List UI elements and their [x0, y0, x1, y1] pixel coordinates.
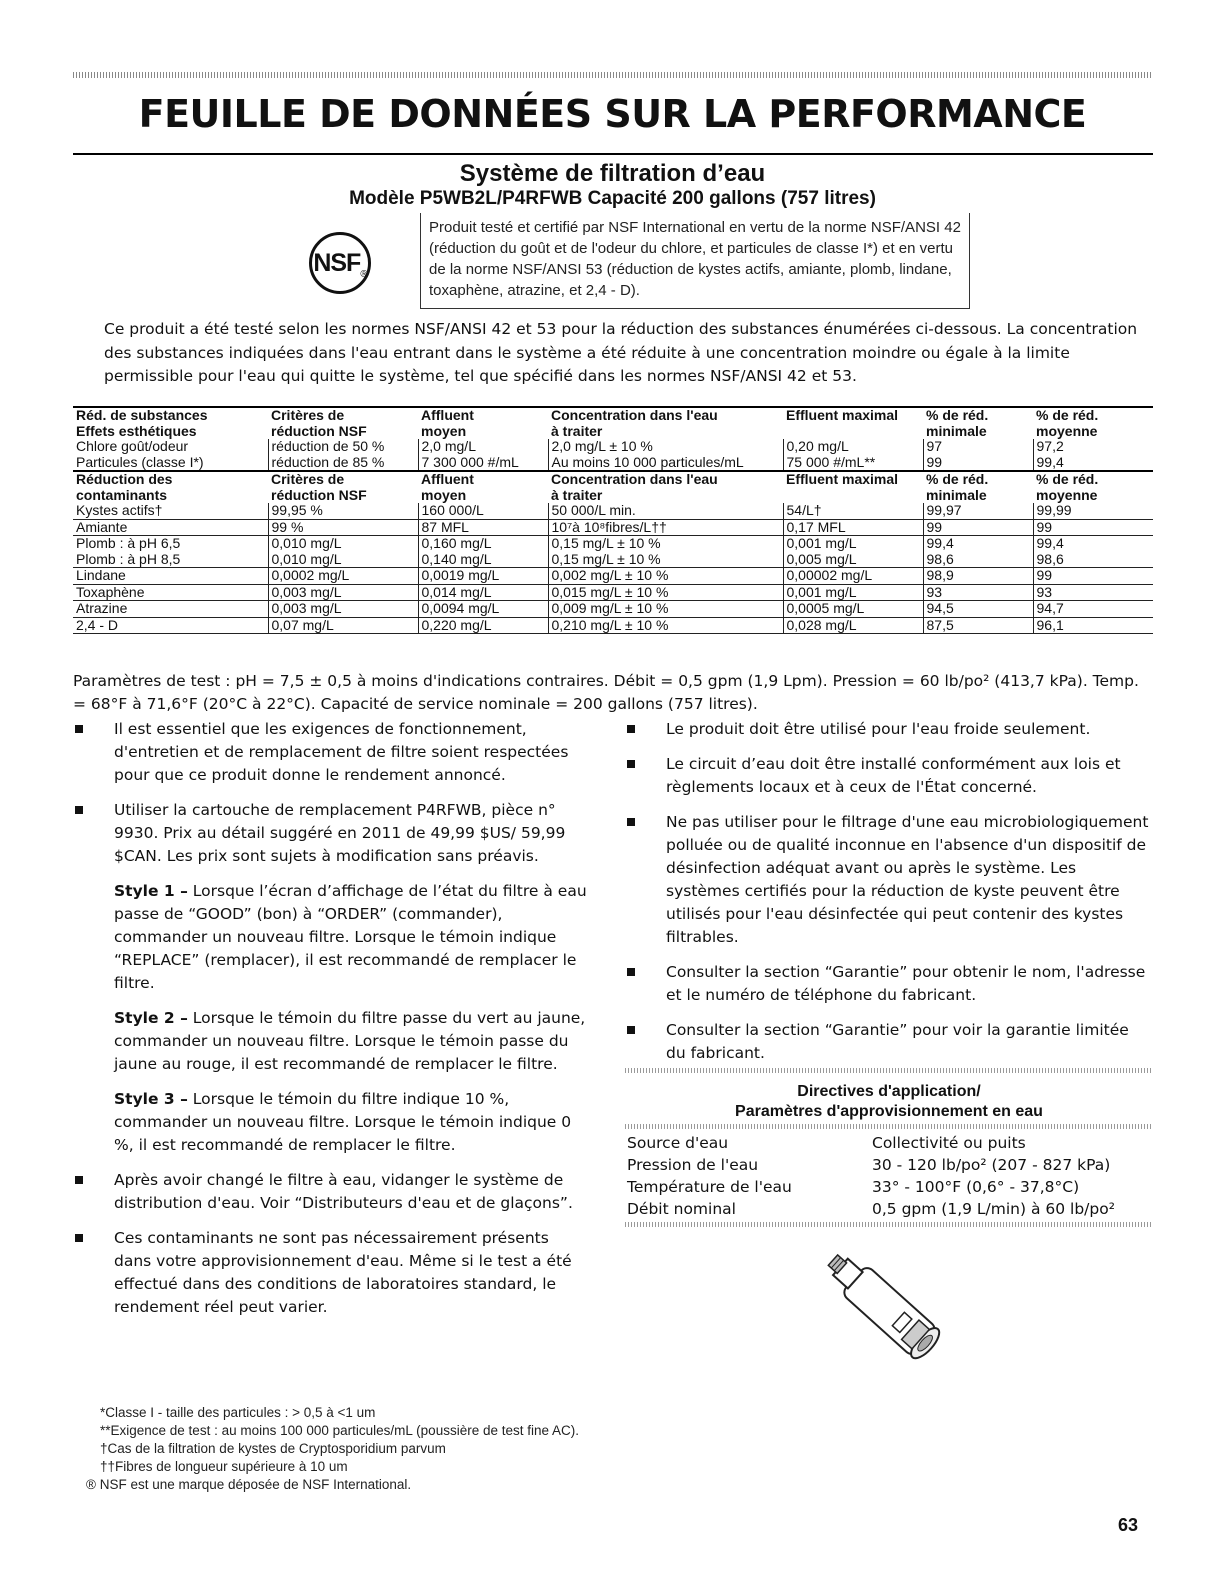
table-cell: % de réd. minimale: [926, 471, 989, 503]
table-cell: 2,0 mg/L ± 10 % Au moins 10 000 particules/mL: [548, 439, 783, 471]
directives-top-band: [625, 1068, 1153, 1073]
table-cell: 0,028 mg/L: [783, 617, 923, 634]
directives-mid-band: [625, 1124, 1153, 1129]
table-cell: 97,2 99,4: [1033, 439, 1153, 471]
table-cell: Toxaphène: [73, 584, 268, 601]
table-cell: Kystes actifs†: [73, 503, 268, 519]
table-cell: 0,015 mg/L ± 10 %: [548, 584, 783, 601]
nsf-logo-icon: $NSF_®$: [309, 232, 371, 294]
list-item: Le circuit d’eau doit être installé conformément aux lois et règlements locaux et à ceux de l'État concerné.: [625, 753, 1153, 799]
table-cell: 87,5: [923, 617, 1033, 634]
table-cell: 0,160 mg/L 0,140 mg/L: [418, 536, 548, 568]
table-cell: 0,220 mg/L: [418, 617, 548, 634]
table-cell: 87 MFL: [418, 519, 548, 536]
table-cell: Plomb : à pH 6,5 Plomb : à pH 8,5: [73, 536, 268, 568]
list-item: Consulter la section “Garantie” pour voir la garantie limitée du fabricant.: [625, 1019, 1153, 1065]
table-cell: 0,001 mg/L 0,005 mg/L: [783, 536, 923, 568]
table-cell: % de réd. moyenne: [1036, 407, 1099, 439]
list-item: Consulter la section “Garantie” pour obtenir le nom, l'adresse et le numéro de téléphone du fabricant.: [625, 961, 1153, 1007]
table-cell: 99: [923, 519, 1033, 536]
table-cell: 2,4 - D: [73, 617, 268, 634]
footnote: ® NSF est une marque déposée de NSF International.: [86, 1477, 412, 1492]
table-cell: 99,4 98,6: [1033, 536, 1153, 568]
table-cell: 2,0 mg/L 7 300 000 #/mL: [418, 439, 548, 471]
table-cell: 50 000/L min.: [548, 503, 783, 519]
table-cell: 93: [1033, 584, 1153, 601]
table-cell: Pression de l'eau: [627, 1156, 759, 1174]
table-row: [73, 601, 1153, 618]
table-cell: Effluent maximal: [786, 471, 899, 487]
table-row: [73, 503, 1153, 519]
table-cell: 0,009 mg/L ± 10 %: [548, 601, 783, 618]
table-cell: 99,95 %: [268, 503, 418, 519]
table-cell: Atrazine: [73, 601, 268, 618]
directives-title: Directives d'application/ Paramètres d'approvisionnement en eau: [735, 1083, 1043, 1120]
title-rule: [73, 153, 1153, 155]
table-cell: 10⁷à 10⁸fibres/L††: [548, 519, 783, 536]
table-cell: 30 - 120 lb/po² (207 - 827 kPa): [872, 1156, 1111, 1174]
table-row: [73, 617, 1153, 634]
table-cell: 0,20 mg/L 75 000 #/mL**: [783, 439, 923, 471]
table-row: [73, 439, 1153, 471]
right-column: [625, 718, 1153, 1065]
table-row: [73, 519, 1153, 536]
table-row: [625, 1198, 1153, 1220]
table-row: [73, 584, 1153, 601]
table-cell: 94,5: [923, 601, 1033, 618]
table-row: [73, 536, 1153, 568]
directives-bottom-band: [625, 1222, 1153, 1227]
table-cell: 0,002 mg/L ± 10 %: [548, 568, 783, 585]
table-cell: 99: [1033, 568, 1153, 585]
table-cell: 0,210 mg/L ± 10 %: [548, 617, 783, 634]
table-cell: 99,99: [1033, 503, 1153, 519]
table-cell: Chlore goût/odeur Particules (classe I*): [73, 439, 268, 471]
table-row: [625, 1132, 1153, 1154]
footnote: ††Fibres de longueur supérieure à 10 um: [100, 1459, 348, 1474]
table-cell: Réd. de substances Effets esthétiques: [76, 407, 208, 439]
performance-table: [73, 406, 1153, 634]
test-parameters: Paramètres de test : pH = 7,5 ± 0,5 à moins d'indications contraires. Débit = 0,5 gpm (1,9 Lpm). Pression = 60 lb/po² (413,7 kPa). Temp. = 68°F à 71,6°F (20°C à 22°C). Capacité de service nominale = 200 gallons (757 litres).: [73, 672, 1139, 713]
list-item: Ces contaminants ne sont pas nécessairement présents dans votre approvisionnement d'eau. Même si le test a été effectué dans des conditions de laboratoires standard, le rendement réel peut varier.: [73, 1227, 588, 1319]
table-cell: 0,010 mg/L 0,010 mg/L: [268, 536, 418, 568]
table-cell: 98,9: [923, 568, 1033, 585]
table-cell: 99,4 98,6: [923, 536, 1033, 568]
model-line: Modèle P5WB2L/P4RFWB Capacité 200 gallons (757 litres): [349, 188, 876, 209]
table-cell: 0,0002 mg/L: [268, 568, 418, 585]
page-title: FEUILLE DE DONNÉES SUR LA PERFORMANCE: [138, 92, 1087, 136]
table-cell: 0,003 mg/L: [268, 601, 418, 618]
table-cell: 99: [1033, 519, 1153, 536]
footnote: **Exigence de test : au moins 100 000 particules/mL (poussière de test fine AC).: [100, 1423, 580, 1438]
page-number: 63: [1118, 1515, 1139, 1535]
table-cell: 96,1: [1033, 617, 1153, 634]
table-cell: 99 %: [268, 519, 418, 536]
table-row: [73, 568, 1153, 585]
list-item: Il est essentiel que les exigences de fonctionnement, d'entretien et de remplacement de filtre soient respectées pour que ce produit donne le rendement annoncé.: [73, 718, 588, 787]
table-cell: Source d'eau: [627, 1134, 729, 1152]
style-3-note: Style 3 – Lorsque le témoin du filtre indique 10 %, commander un nouveau filtre. Lorsque le témoin indique 0 %, il est recommandé de remplacer le filtre.: [114, 1090, 572, 1154]
footnote: *Classe I - taille des particules : > 0,5 à <1 um: [100, 1405, 376, 1420]
table-cell: Réduction des contaminants: [76, 471, 173, 503]
footnote: †Cas de la filtration de kystes de Cryptosporidium parvum: [100, 1441, 446, 1456]
style-1-note: Style 1 – Lorsque l’écran d’affichage de l’état du filtre à eau passe de “GOOD” (bon) à “ORDER” (commander), commander un nouveau filtre. Lorsque le témoin indique “REPLACE” (remplacer), il est recommandé de remplacer le filtre.: [114, 882, 587, 992]
table-header-row: [73, 471, 1153, 503]
table-cell: Effluent maximal: [786, 407, 899, 423]
table-cell: 33° - 100°F (0,6° - 37,8°C): [872, 1178, 1080, 1196]
table-cell: 99,97: [923, 503, 1033, 519]
directives-table: [625, 1132, 1153, 1220]
table-cell: % de réd. minimale: [926, 407, 989, 439]
table-cell: 93: [923, 584, 1033, 601]
list-item: Le produit doit être utilisé pour l'eau froide seulement.: [625, 718, 1153, 741]
table-cell: Affluent moyen: [421, 471, 474, 503]
table-cell: 0,15 mg/L ± 10 % 0,15 mg/L ± 10 %: [548, 536, 783, 568]
table-cell: 160 000/L: [418, 503, 548, 519]
list-item: Utiliser la cartouche de remplacement P4RFWB, pièce n° 9930. Prix au détail suggéré en 2011 de 49,99 $US/ 59,99 $CAN. Les prix sont sujets à modification sans préavis.: [73, 799, 588, 868]
water-filter-cartridge-icon: [815, 1250, 955, 1365]
table-cell: 97 99: [923, 439, 1033, 471]
left-column: [73, 718, 588, 1319]
table-row: [625, 1154, 1153, 1176]
table-cell: Amiante: [73, 519, 268, 536]
table-cell: 0,07 mg/L: [268, 617, 418, 634]
certification-box: Produit testé et certifié par NSF International en vertu de la norme NSF/ANSI 42 (réduction du goût et de l'odeur du chlore, et particules de classe I*) et en vertu de la norme NSF/ANSI 53 (réduction de kystes actifs, amiante, plomb, lindane, toxaphène, atrazine, et 2,4 - D).: [420, 213, 970, 309]
table-cell: Critères de réduction NSF: [271, 407, 367, 439]
table-cell: Collectivité ou puits: [872, 1134, 1026, 1152]
list-item: Ne pas utiliser pour le filtrage d'une eau microbiologiquement polluée ou de qualité inconnue en l'absence d'un dispositif de désinfection adéquat avant ou après le système. Les systèmes certifiés pour la réduction de kyste peuvent être utilisés pour l'eau désinfectée qui peut contenir des kystes filtrables.: [625, 811, 1153, 949]
footnotes: [86, 1404, 579, 1494]
table-cell: 0,0094 mg/L: [418, 601, 548, 618]
table-cell: 0,001 mg/L: [783, 584, 923, 601]
table-cell: Critères de réduction NSF: [271, 471, 367, 503]
section-title: Système de filtration d’eau: [459, 160, 766, 187]
style-2-note: Style 2 – Lorsque le témoin du filtre passe du vert au jaune, commander un nouveau filtre. Lorsque le témoin passe du jaune au rouge, il est recommandé de remplacer le filtre.: [114, 1009, 586, 1073]
table-cell: 0,5 gpm (1,9 L/min) à 60 lb/po²: [872, 1200, 1115, 1218]
table-cell: Débit nominal: [627, 1200, 736, 1218]
table-cell: 0,003 mg/L: [268, 584, 418, 601]
table-cell: 0,17 MFL: [783, 519, 923, 536]
table-cell: Affluent moyen: [421, 407, 474, 439]
table-cell: 0,014 mg/L: [418, 584, 548, 601]
table-header-row: [73, 407, 1153, 439]
table-cell: 94,7: [1033, 601, 1153, 618]
table-cell: 0,00002 mg/L: [783, 568, 923, 585]
table-cell: % de réd. moyenne: [1036, 471, 1099, 503]
table-cell: Concentration dans l'eau à traiter: [551, 471, 718, 503]
table-cell: Lindane: [73, 568, 268, 585]
table-cell: Température de l'eau: [627, 1178, 792, 1196]
table-cell: Concentration dans l'eau à traiter: [551, 407, 718, 439]
intro-paragraph: Ce produit a été testé selon les normes NSF/ANSI 42 et 53 pour la réduction des substances énumérées ci-dessous. La concentration des substances indiquées dans l'eau entrant dans le système a été réduite à une concentration moindre ou égale à la limite permissible pour l'eau qui quitte le système, tel que spécifié dans les normes NSF/ANSI 42 et 53.: [104, 320, 1138, 385]
table-cell: 54/L†: [783, 503, 923, 519]
list-item: Après avoir changé le filtre à eau, vidanger le système de distribution d'eau. Voir “Distributeurs d'eau et de glaçons”.: [73, 1169, 588, 1215]
table-cell: 0,0005 mg/L: [783, 601, 923, 618]
table-row: [625, 1176, 1153, 1198]
table-cell: réduction de 50 % réduction de 85 %: [268, 439, 418, 471]
top-decorative-band: [73, 72, 1153, 78]
table-cell: 0,0019 mg/L: [418, 568, 548, 585]
